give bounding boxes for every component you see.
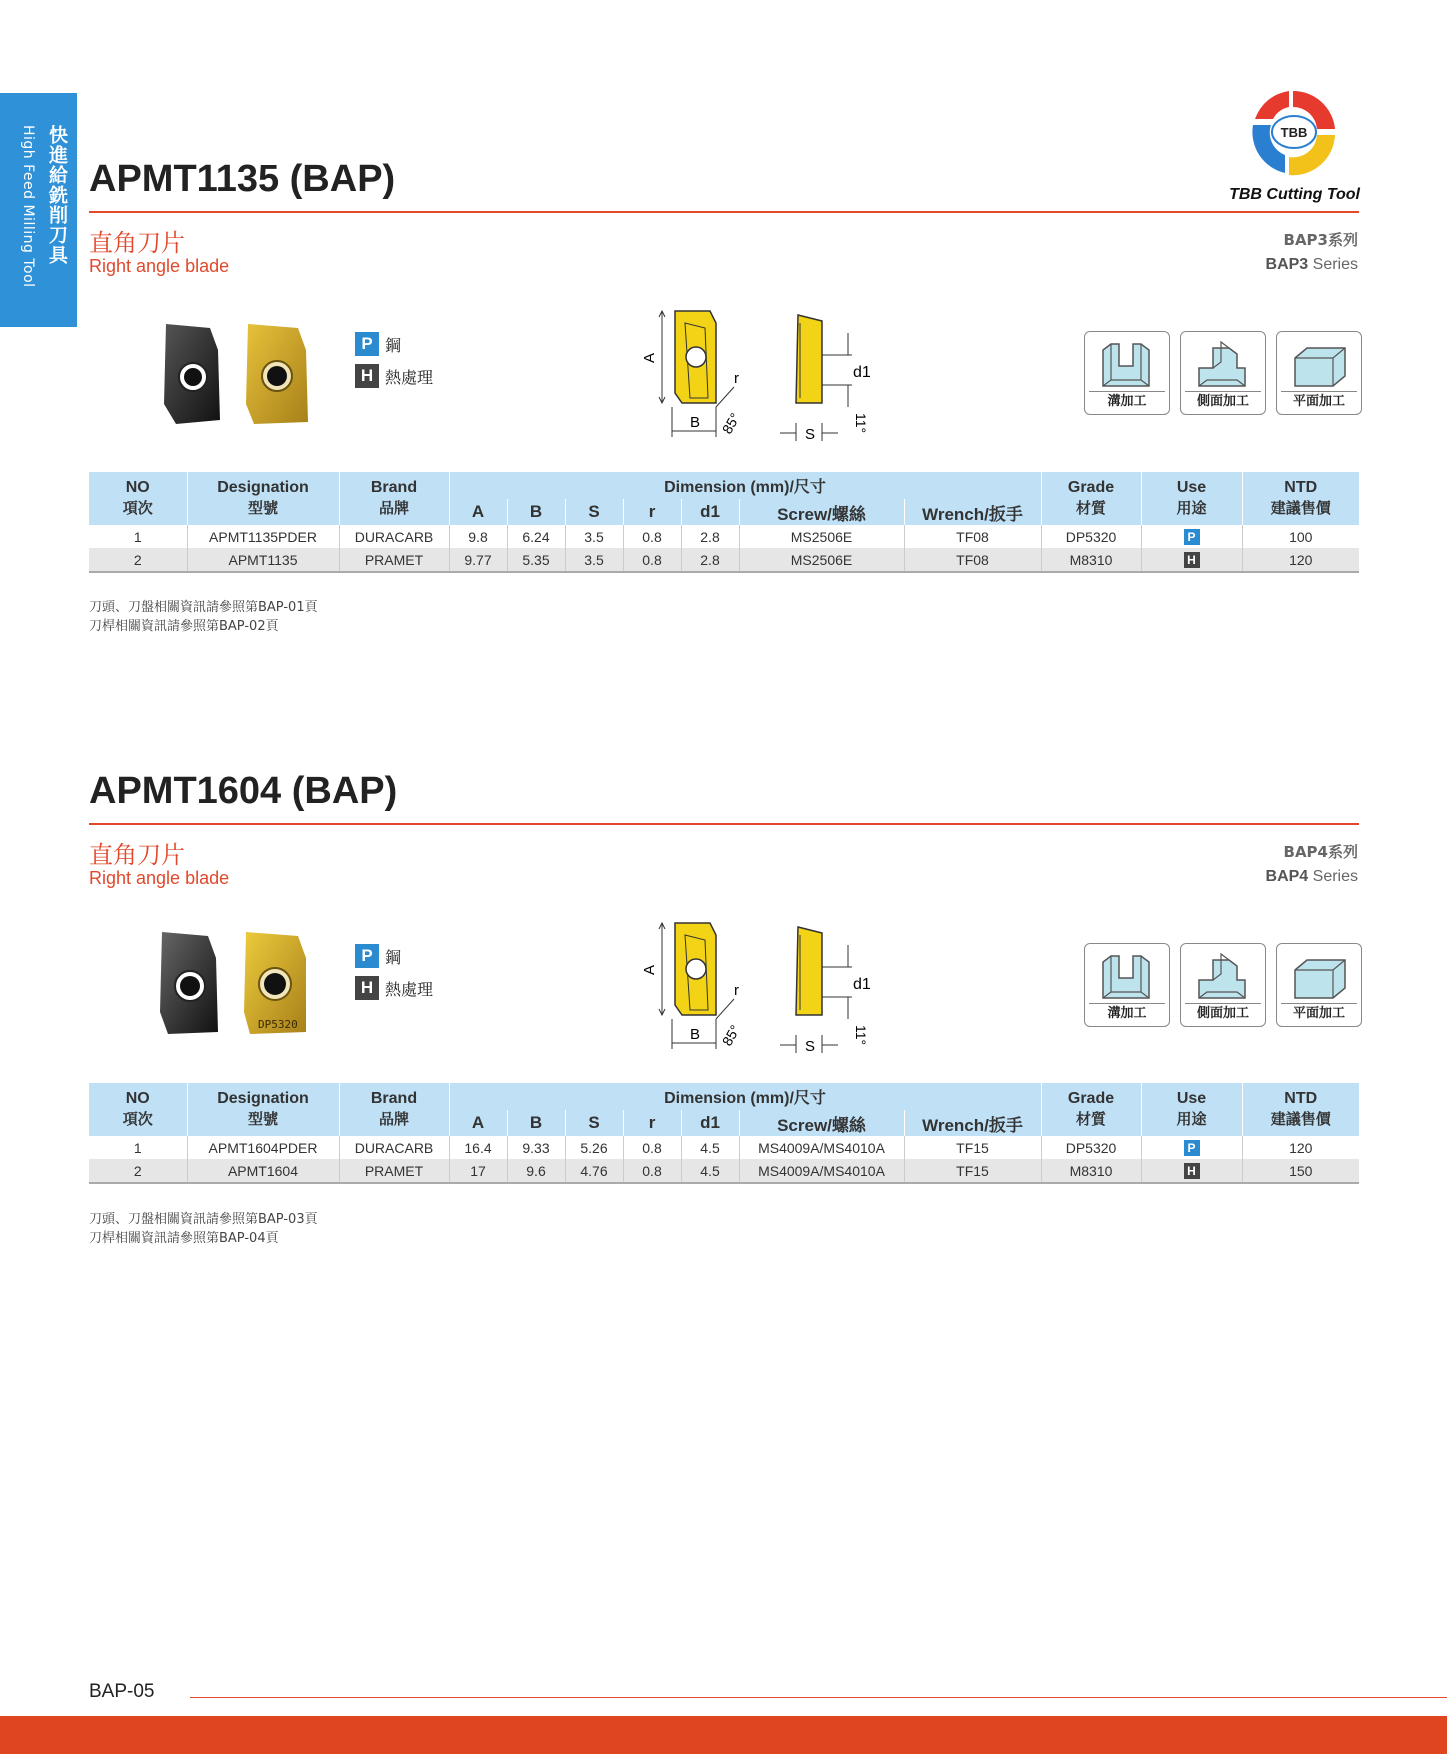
header-dim-d1: d1 [681, 1110, 739, 1136]
table-row [89, 1159, 1359, 1183]
svg-text:S: S [805, 426, 816, 443]
material-h-badge: H [355, 976, 379, 1000]
header-dim-screw: Screw/螺絲 [739, 499, 904, 525]
series-label-zh: BAP4系列 [1283, 843, 1358, 861]
table-cell: MS4009A/MS4010A [739, 1159, 904, 1183]
header-dim-s: S [565, 499, 623, 525]
table-cell: 9.8 [449, 525, 507, 548]
table-cell: 120 [1242, 1136, 1359, 1159]
table-cell: APMT1604 [187, 1159, 339, 1183]
table-cell: APMT1604PDER [187, 1136, 339, 1159]
table-cell: 2 [89, 1159, 187, 1183]
tbb-logo-icon [1245, 85, 1341, 179]
dimension-diagram [641, 303, 890, 451]
table-cell [1141, 525, 1242, 548]
header-dim-screw: Screw/螺絲 [739, 1110, 904, 1136]
svg-text:11°: 11° [853, 413, 869, 434]
table-cell: 0.8 [623, 1136, 681, 1159]
table-cell: TF15 [904, 1159, 1041, 1183]
page-number: BAP-05 [89, 1681, 155, 1702]
material-p-badge: P [355, 332, 379, 356]
header-dim-d1: d1 [681, 499, 739, 525]
table-cell: 5.35 [507, 548, 565, 572]
table-cell: DP5320 [1041, 525, 1141, 548]
spec-table [89, 1083, 1359, 1184]
table-cell: 1 [89, 525, 187, 548]
op-slotting: 溝加工 [1084, 943, 1170, 1027]
table-row [89, 1136, 1359, 1159]
table-cell: 150 [1242, 1159, 1359, 1183]
table-cell: MS2506E [739, 525, 904, 548]
material-legend [355, 330, 433, 394]
header-no: NO 項次 [89, 1083, 187, 1136]
section-title: APMT1604 (BAP) [89, 770, 398, 812]
svg-text:85°: 85° [718, 410, 744, 437]
series-label-en: BAP3 Series [1265, 256, 1358, 273]
svg-text:d1: d1 [853, 976, 871, 993]
material-h-label: 熱處理 [385, 979, 434, 999]
slotting-icon [1097, 950, 1157, 1002]
table-cell: 4.76 [565, 1159, 623, 1183]
table-cell: 120 [1242, 548, 1359, 572]
table-cell: 6.24 [507, 525, 565, 548]
table-cell: 4.5 [681, 1136, 739, 1159]
table-cell: MS4009A/MS4010A [739, 1136, 904, 1159]
title-rule [89, 211, 1359, 213]
use-badge: P [1184, 529, 1200, 545]
table-cell: MS2506E [739, 548, 904, 572]
table-cell: TF08 [904, 525, 1041, 548]
operation-icons [1084, 331, 1362, 415]
svg-text:S: S [805, 1038, 816, 1055]
header-dim-s: S [565, 1110, 623, 1136]
header-use: Use 用途 [1141, 1083, 1242, 1136]
header-dim-r: r [623, 1110, 681, 1136]
operation-icons [1084, 943, 1362, 1027]
header-dim-r: r [623, 499, 681, 525]
table-cell: 5.26 [565, 1136, 623, 1159]
side-tab-title-en: High Feed Milling Tool [20, 125, 36, 288]
subtitle-en: Right angle blade [89, 868, 230, 888]
footer-bar [0, 1716, 1447, 1754]
dimension-diagram [641, 915, 890, 1063]
table-cell: 17 [449, 1159, 507, 1183]
table-cell: DP5320 [1041, 1136, 1141, 1159]
table-cell: 2.8 [681, 525, 739, 548]
header-brand: Brand 品牌 [339, 472, 449, 525]
insert-photo [158, 928, 308, 1038]
table-cell: 9.6 [507, 1159, 565, 1183]
header-dim-wrench: Wrench/扳手 [904, 499, 1041, 525]
table-cell: APMT1135 [187, 548, 339, 572]
table-cell: APMT1135PDER [187, 525, 339, 548]
use-badge: H [1184, 552, 1200, 568]
table-cell: 0.8 [623, 525, 681, 548]
series-label-zh: BAP3系列 [1283, 231, 1358, 249]
svg-text:DP5320: DP5320 [258, 1018, 298, 1031]
brand-logo [1225, 85, 1360, 205]
header-dim-a: A [449, 499, 507, 525]
material-p-label: 鋼 [385, 947, 402, 967]
svg-text:r: r [734, 982, 739, 999]
face-milling-icon [1289, 950, 1349, 1002]
table-cell: M8310 [1041, 1159, 1141, 1183]
header-use: Use 用途 [1141, 472, 1242, 525]
table-cell: 4.5 [681, 1159, 739, 1183]
table-cell: 9.77 [449, 548, 507, 572]
header-dim-b: B [507, 499, 565, 525]
face-milling-icon [1289, 338, 1349, 390]
svg-text:B: B [690, 1026, 701, 1043]
table-cell: 3.5 [565, 548, 623, 572]
svg-text:85°: 85° [718, 1022, 744, 1049]
table-row [89, 525, 1359, 548]
table-cell [1141, 1136, 1242, 1159]
svg-text:d1: d1 [853, 364, 871, 381]
material-h-badge: H [355, 364, 379, 388]
svg-text:A: A [641, 352, 658, 363]
header-no: NO 項次 [89, 472, 187, 525]
table-cell: TF08 [904, 548, 1041, 572]
op-slotting: 溝加工 [1084, 331, 1170, 415]
slotting-icon [1097, 338, 1157, 390]
table-cell: 0.8 [623, 1159, 681, 1183]
table-cell: 2 [89, 548, 187, 572]
op-side-milling: 側面加工 [1180, 943, 1266, 1027]
side-tab-title-zh: 快進給銑削刀具 [46, 125, 68, 265]
table-cell [1141, 1159, 1242, 1183]
reference-notes: 刀頭、刀盤相關資訊請參照第BAP-01頁 刀桿相關資訊請參照第BAP-02頁 [89, 600, 318, 634]
footer-rule [190, 1697, 1447, 1698]
table-cell: DURACARB [339, 525, 449, 548]
table-cell: 2.8 [681, 548, 739, 572]
table-cell: DURACARB [339, 1136, 449, 1159]
table-cell [1141, 548, 1242, 572]
side-category-tab [0, 93, 77, 327]
section-title: APMT1135 (BAP) [89, 158, 396, 200]
subtitle-zh: 直角刀片 [89, 841, 185, 869]
header-designation: Designation 型號 [187, 472, 339, 525]
header-dim-a: A [449, 1110, 507, 1136]
material-h-label: 熱處理 [385, 367, 434, 387]
side-milling-icon [1193, 950, 1253, 1002]
header-dimension: Dimension (mm)/尺寸 [449, 1083, 1041, 1110]
use-badge: H [1184, 1163, 1200, 1179]
svg-text:TBB: TBB [1280, 125, 1308, 140]
table-cell: 16.4 [449, 1136, 507, 1159]
table-cell: 1 [89, 1136, 187, 1159]
table-cell: PRAMET [339, 1159, 449, 1183]
material-p-label: 鋼 [385, 335, 402, 355]
reference-notes: 刀頭、刀盤相關資訊請參照第BAP-03頁 刀桿相關資訊請參照第BAP-04頁 [89, 1212, 318, 1246]
header-ntd: NTD 建議售價 [1242, 1083, 1359, 1136]
table-cell: TF15 [904, 1136, 1041, 1159]
svg-text:r: r [734, 370, 739, 387]
svg-text:B: B [690, 414, 701, 431]
title-rule [89, 823, 1359, 825]
svg-text:11°: 11° [853, 1025, 869, 1046]
op-face-milling: 平面加工 [1276, 943, 1362, 1027]
table-row [89, 548, 1359, 572]
header-grade: Grade 材質 [1041, 472, 1141, 525]
table-cell: 0.8 [623, 548, 681, 572]
op-side-milling: 側面加工 [1180, 331, 1266, 415]
header-dim-wrench: Wrench/扳手 [904, 1110, 1041, 1136]
header-designation: Designation 型號 [187, 1083, 339, 1136]
header-grade: Grade 材質 [1041, 1083, 1141, 1136]
header-ntd: NTD 建議售價 [1242, 472, 1359, 525]
side-milling-icon [1193, 338, 1253, 390]
table-cell: 3.5 [565, 525, 623, 548]
spec-table [89, 472, 1359, 573]
material-legend [355, 942, 433, 1006]
table-cell: PRAMET [339, 548, 449, 572]
insert-photo [158, 320, 308, 428]
subtitle-en: Right angle blade [89, 256, 230, 276]
material-p-badge: P [355, 944, 379, 968]
use-badge: P [1184, 1140, 1200, 1156]
header-dimension: Dimension (mm)/尺寸 [449, 472, 1041, 499]
svg-text:A: A [641, 964, 658, 975]
header-dim-b: B [507, 1110, 565, 1136]
subtitle-zh: 直角刀片 [89, 229, 185, 257]
header-brand: Brand 品牌 [339, 1083, 449, 1136]
series-label-en: BAP4 Series [1265, 868, 1358, 885]
op-face-milling: 平面加工 [1276, 331, 1362, 415]
table-cell: 9.33 [507, 1136, 565, 1159]
table-cell: M8310 [1041, 548, 1141, 572]
brand-tagline: TBB Cutting Tool [1229, 186, 1360, 203]
table-cell: 100 [1242, 525, 1359, 548]
